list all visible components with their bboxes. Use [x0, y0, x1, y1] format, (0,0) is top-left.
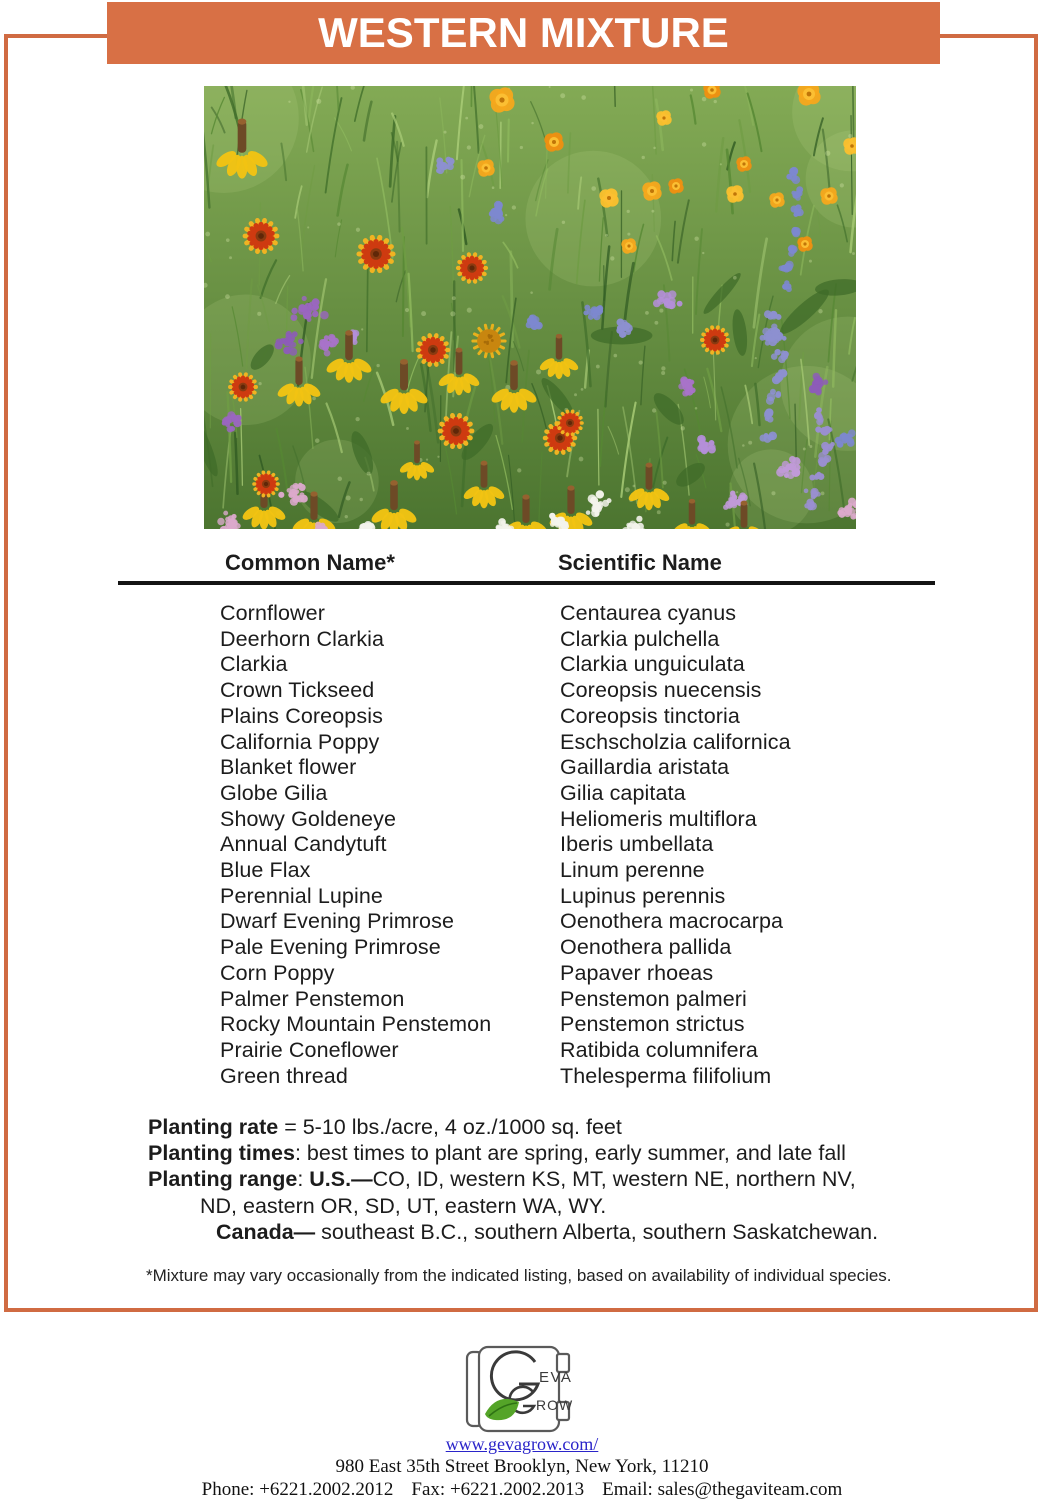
planting-range-label: Planting range	[148, 1167, 298, 1192]
canada-range-value: southeast B.C., southern Alberta, southern Saskatchewan.	[315, 1219, 879, 1244]
scientific-name-cell: Heliomeris multiflora	[560, 806, 757, 831]
table-row	[220, 730, 791, 756]
common-name-cell: Rocky Mountain Penstemon	[220, 1012, 492, 1037]
scientific-name-cell: Ratibida columnifera	[560, 1037, 758, 1062]
table-row	[220, 652, 791, 678]
contact-line	[0, 1479, 1044, 1500]
scientific-name-cell: Oenothera macrocarpa	[560, 909, 784, 934]
table-row	[220, 884, 791, 910]
table-row	[220, 858, 791, 884]
planting-range-colon: :	[297, 1167, 310, 1192]
phone-value: Phone: +6221.2002.2012	[201, 1479, 394, 1500]
common-name-cell: Plains Coreopsis	[220, 703, 383, 728]
table-row	[220, 1064, 791, 1090]
common-name-header: Common Name*	[225, 550, 395, 575]
species-list	[220, 601, 791, 1089]
planting-times-value: : best times to plant are spring, early summer, and late fall	[294, 1141, 846, 1166]
scientific-name-cell: Coreopsis tinctoria	[560, 703, 740, 728]
scientific-name-cell: Eschscholzia californica	[560, 729, 791, 754]
logo-text-row: ROW	[536, 1397, 574, 1413]
table-row	[220, 935, 791, 961]
title-banner	[107, 2, 940, 64]
common-name-cell: Pale Evening Primrose	[220, 935, 441, 960]
planting-rate-value: = 5-10 lbs./acre, 4 oz./1000 sq. feet	[278, 1115, 622, 1139]
scientific-name-cell: Iberis umbellata	[560, 832, 714, 857]
planting-range-line	[148, 1166, 958, 1192]
table-row	[220, 1012, 791, 1038]
scientific-name-cell: Lupinus perennis	[560, 883, 726, 908]
page-title: WESTERN MIXTURE	[318, 9, 729, 56]
common-name-cell: Blue Flax	[220, 858, 311, 883]
table-row	[220, 987, 791, 1013]
scientific-name-cell: Papaver rhoeas	[560, 960, 714, 985]
common-name-cell: Dwarf Evening Primrose	[220, 909, 454, 934]
common-name-cell: Palmer Penstemon	[220, 986, 405, 1011]
website-link[interactable]: www.gevagrow.com/	[445, 1434, 599, 1454]
header-rule	[118, 581, 935, 585]
scientific-name-cell: Penstemon palmeri	[560, 986, 747, 1011]
common-name-cell: Perennial Lupine	[220, 883, 383, 908]
common-name-cell: Corn Poppy	[220, 960, 335, 985]
common-name-cell: Blanket flower	[220, 755, 357, 780]
table-row	[220, 961, 791, 987]
scientific-name-cell: Thelesperma filifolium	[560, 1063, 772, 1088]
scientific-name-cell: Oenothera pallida	[560, 935, 732, 960]
planting-rate-label: Planting rate	[148, 1115, 279, 1139]
fax-value: Fax: +6221.2002.2013	[411, 1479, 585, 1500]
common-name-cell: Clarkia	[220, 652, 288, 677]
scientific-name-cell: Gaillardia aristata	[560, 755, 730, 780]
geva-grow-logo-graphic	[463, 1340, 581, 1436]
common-name-cell: Showy Goldeneye	[220, 806, 396, 831]
scientific-name-cell: Clarkia unguiculata	[560, 652, 745, 677]
scientific-name-cell: Gilia capitata	[560, 780, 686, 805]
planting-times-label: Planting times	[148, 1141, 295, 1166]
table-row	[220, 807, 791, 833]
table-row	[220, 909, 791, 935]
scientific-name-cell: Penstemon strictus	[560, 1012, 745, 1037]
table-row	[220, 678, 791, 704]
common-name-cell: Green thread	[220, 1063, 348, 1088]
canada-range-line	[148, 1219, 958, 1245]
common-name-cell: Deerhorn Clarkia	[220, 626, 385, 651]
planting-times-line	[148, 1140, 958, 1166]
table-row	[220, 832, 791, 858]
geva-grow-logo	[463, 1340, 581, 1436]
table-row	[220, 704, 791, 730]
us-label: U.S.—	[309, 1167, 373, 1192]
website-line	[0, 1434, 1044, 1455]
canada-label: Canada—	[216, 1219, 316, 1244]
scientific-name-cell: Linum perenne	[560, 858, 705, 883]
address-line: 980 East 35th Street Brooklyn, New York, 11210	[335, 1456, 709, 1477]
table-row	[220, 781, 791, 807]
common-name-cell: Prairie Coneflower	[220, 1037, 399, 1062]
common-name-cell: Globe Gilia	[220, 780, 328, 805]
common-name-cell: Annual Candytuft	[220, 832, 387, 857]
wildflower-meadow-illustration	[204, 86, 856, 529]
common-name-cell: Cornflower	[220, 601, 325, 625]
scientific-name-cell: Centaurea cyanus	[560, 601, 737, 625]
scientific-name-cell: Clarkia pulchella	[560, 626, 720, 651]
planting-info	[148, 1114, 958, 1245]
scientific-name-header: Scientific Name	[558, 550, 722, 575]
us-range-value: CO, ID, western KS, MT, western NE, northern NV,	[372, 1167, 856, 1192]
table-row	[220, 627, 791, 653]
common-name-cell: Crown Tickseed	[220, 678, 375, 703]
wildflower-photo	[204, 86, 856, 529]
email-value: Email: sales@thegaviteam.com	[602, 1479, 843, 1500]
common-name-cell: California Poppy	[220, 729, 380, 754]
scientific-name-cell: Coreopsis nuecensis	[560, 678, 762, 703]
us-range-continued: ND, eastern OR, SD, UT, eastern WA, WY.	[200, 1193, 607, 1218]
table-row	[220, 601, 791, 627]
mixture-disclaimer: *Mixture may vary occasionally from the indicated listing, based on availability of individual species.	[146, 1266, 892, 1285]
table-row	[220, 755, 791, 781]
planting-rate-line	[148, 1114, 958, 1140]
logo-text-eva: EVA	[539, 1369, 573, 1386]
table-row	[220, 1038, 791, 1064]
